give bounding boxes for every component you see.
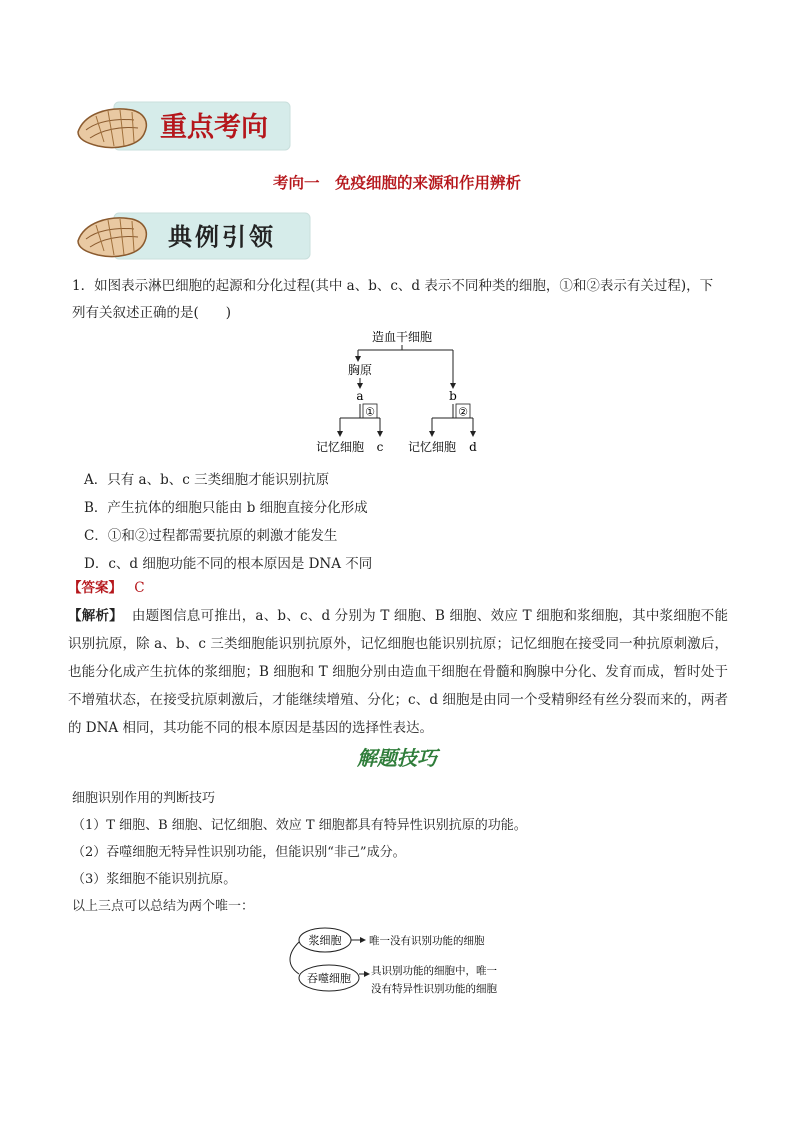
cell-b-label: b [449,389,457,403]
analysis-label: 【解析】 [68,608,123,624]
option-d: D．c、d 细胞功能不同的根本原因是 DNA 不同 [84,556,373,572]
top-banner-title: 重点考向 [160,112,268,143]
cell-a-label: a [356,389,364,403]
skill-item: （2）吞噬细胞无特异性识别功能，但能识别“非己”成分。 [72,845,406,860]
question-line-2: 列有关叙述正确的是( ) [72,305,232,321]
answer-line [68,576,145,596]
example-banner-title: 典例引领 [168,222,276,251]
step-1-label: ① [365,405,375,419]
question-text [72,273,732,327]
top-banner [74,96,294,156]
node-phagocyte-label: 吞噬细胞 [307,972,351,985]
section-title: 考向一 免疫细胞的来源和作用辨析 [272,174,521,192]
thymus-label: 胸原 [347,363,373,377]
skills-block [72,785,527,920]
analysis-block [68,602,728,742]
memory-cell-right-label: 记忆细胞 [407,440,457,454]
root-cell-label: 造血干细胞 [371,330,433,344]
answer-value: C [134,580,145,596]
option-c: C．①和②过程都需要抗原的刺激才能发生 [84,528,338,544]
skill-item: （1）T 细胞、B 细胞、记忆细胞、效应 T 细胞都具有特异性识别抗原的功能。 [72,818,527,833]
skills-summary: 以上三点可以总结为两个唯一： [72,899,255,914]
option-a: A．只有 a、b、c 三类细胞才能识别抗原 [84,472,330,488]
shell-icon [78,109,146,148]
lymphocyte-diagram [310,328,490,458]
shell-banner-graphic-2 [74,207,314,265]
question-line-1: 1．如图表示淋巴细胞的起源和分化过程(其中 a、b、c、d 表示不同种类的细胞，①和②表示有关过程)，下 [72,278,714,294]
memory-cell-left-label: 记忆细胞 [315,440,365,454]
skill-item: （3）浆细胞不能识别抗原。 [72,872,237,887]
shell-banner-graphic [74,96,294,156]
options-list [84,466,372,578]
example-banner [74,207,314,265]
node-plasma-cell-label: 浆细胞 [308,934,342,947]
desc-phagocyte-line-2: 没有特异性识别功能的细胞 [371,983,497,995]
skills-title: 解题技巧 [357,746,437,770]
cell-c-label: c [376,440,384,454]
summary-diagram [285,922,525,1002]
skills-heading: 细胞识别作用的判断技巧 [72,791,216,806]
option-b: B．产生抗体的细胞只能由 b 细胞直接分化形成 [84,500,368,516]
answer-label: 【答案】 [68,580,122,596]
analysis-text: 由题图信息可推出，a、b、c、d 分别为 T 细胞、B 细胞、效应 T 细胞和浆细胞，其中浆细胞不能识别抗原，除 a、b、c 三类细胞能识别抗原外，记忆细胞也能识别抗原；记忆细胞在接受同一种抗原刺激后，也能分化成产生抗体的浆细胞；B 细胞和 T 细胞分别由造血干细胞在骨髓和胸腺中分化、发育而成，暂时处于不增殖状态，在接受抗原刺激后，才能继续增殖、分化；c、d 细胞是由同一个受精卵经有丝分裂而来的，两者的 DNA 相同，其功能不同的根本原因是基因的选择性表达。 [68,608,728,736]
desc-plasma-cell: 唯一没有识别功能的细胞 [369,935,485,947]
shell-icon [78,218,146,257]
step-2-label: ② [458,405,468,419]
cell-d-label: d [469,440,477,454]
desc-phagocyte-line-1: 具识别功能的细胞中，唯一 [371,965,497,977]
